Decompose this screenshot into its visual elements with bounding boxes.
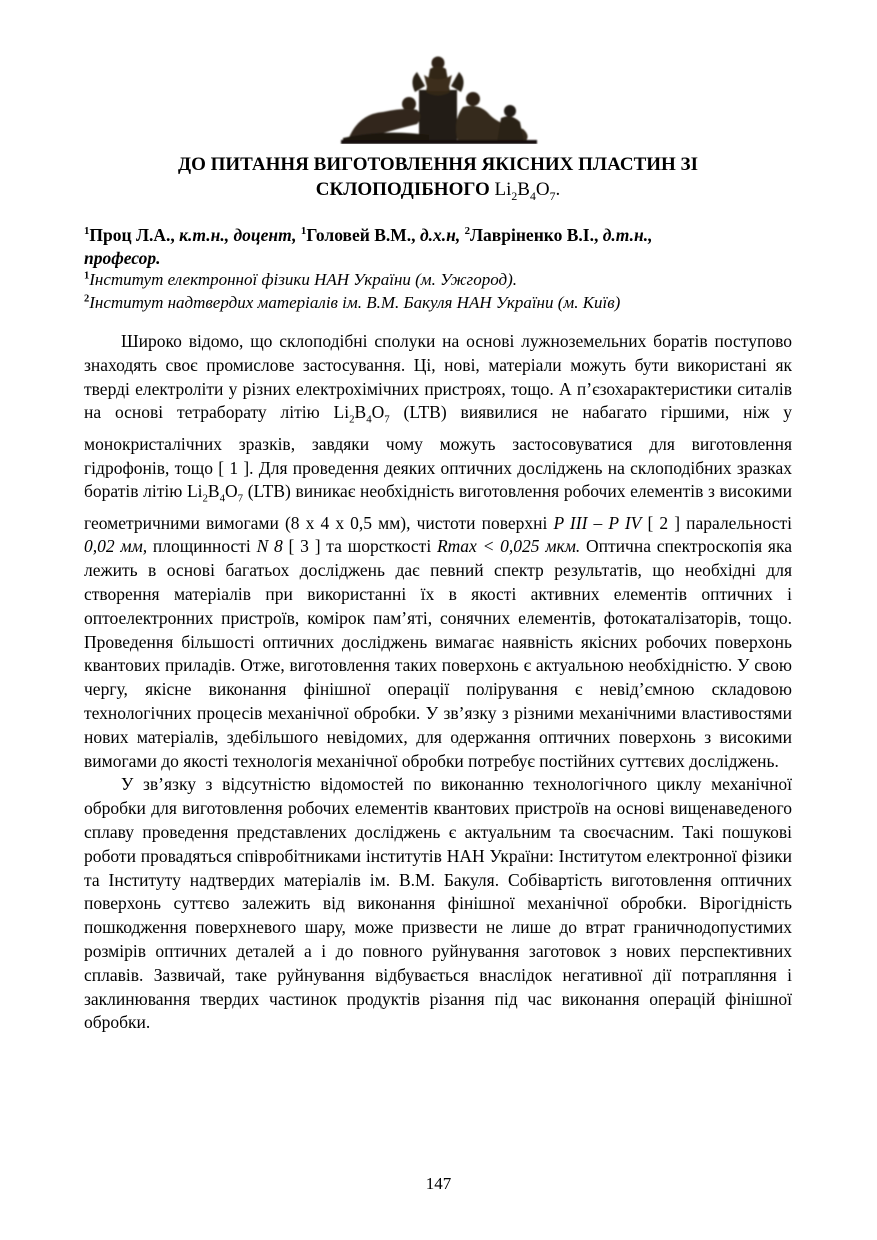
affiliation-2: $^2$Інститут надтвердих матеріалів ім. В.М. Бакуля НАН України (м. Київ) — [84, 293, 621, 313]
body-paragraph-1: Широко відомо, що склоподібні сполуки на основі лужноземельних боратів поступово знаходять своє промислове застосування. Ці, нові, матеріали можуть бути використані як тверді електроліти у різних електрохімічних пристроях, тощо. А п’єзохарактеристики ситалів на основі тетраборату літію $Li_2B_4O_7$ (LTB) виявилися не набагато гіршими, ніж у монокристалічних зразків, завдяки чому можуть застосовуватися для виготовлення гідрофонів, тощо [ 1 ]. Для проведення деяких оптичних досліджень на склоподібних зразках боратів літію $Li_2B_4O_7$ (LTB) виникає необхідність виготовлення робочих елементів з високими геометричними вимогами (8 х 4 х 0,5 мм), чистоти поверхні P III – P IV [ 2 ] паралельності 0,02 мм, площинності N 8 [ 3 ] та шорсткості Rmax < 0,025 мкм. Оптична спектроскопія яка лежить в основі багатьох досліджень дає певний спектр результатів, що необхідні для створення матеріалів при використанні їх в якості активних елементів оптичних і оптоелектронних пристроїв, комірок пам’яті, сонячних елементів, фотокаталізаторів, тощо. Проведення більшості оптичних досліджень вимагає наявність якісних робочих поверхонь квантових приладів. Отже, виготовлення таких поверхонь є актуальною необхідністю. У свою чергу, якісне виконання фінішної операції полірування є невід’ємною складовою технологічних процесів механічної обробки. У зв’язку з різними механічними властивостями нових матеріалів, здебільшого невідомих, для одержання оптичних поверхонь з високими вимогами до якості технологія механічної обробки потребує постійних суттєвих досліджень. — [84, 331, 792, 771]
sculpture-illustration — [313, 52, 563, 144]
authors-line: $^1$Проц Л.А., к.т.н., доцент, $^1$Головей В.М., д.х.н, $^2$Лавріненко В.І., д.т.н., професор. — [84, 225, 653, 268]
sculpture-image — [84, 52, 792, 144]
affiliation-1: $^1$Інститут електронної фізики НАН України (м. Ужгород). — [84, 270, 517, 290]
article-body — [84, 330, 792, 1035]
page-number: 147 — [425, 1174, 452, 1193]
body-paragraph-2: У зв’язку з відсутністю відомостей по виконанню технологічного циклу механічної обробки для виготовлення робочих елементів квантових пристроїв на основі вищенаведеного сплаву проведення представлених досліджень є актуальним та своєчасним. Такі пошукові роботи провадяться співробітниками інститутів НАН України: Інститутом електронної фізики та Інституту надтвердих матеріалів ім. В.М. Бакуля. Собівартість виготовлення оптичних поверхонь суттєво залежить від виконання фінішної механічної обробки. Вірогідність пошкодження поверхневого шару, може призвести не лише до втрат граничнодопустимих розмірів оптичних деталей а і до повного руйнування заготовок з нових перспективних сплавів. Зазвичай, таке руйнування відбувається внаслідок негативної дії потрапляння і заклинювання твердих частинок продуктів різання під час виконання операцій фінішної обробки. — [84, 774, 792, 1033]
paper-title: ДО ПИТАННЯ ВИГОТОВЛЕННЯ ЯКІСНИХ ПЛАСТИН ЗІ СКЛОПОДІБНОГО $Li_2B_4O_7$. — [178, 154, 698, 203]
